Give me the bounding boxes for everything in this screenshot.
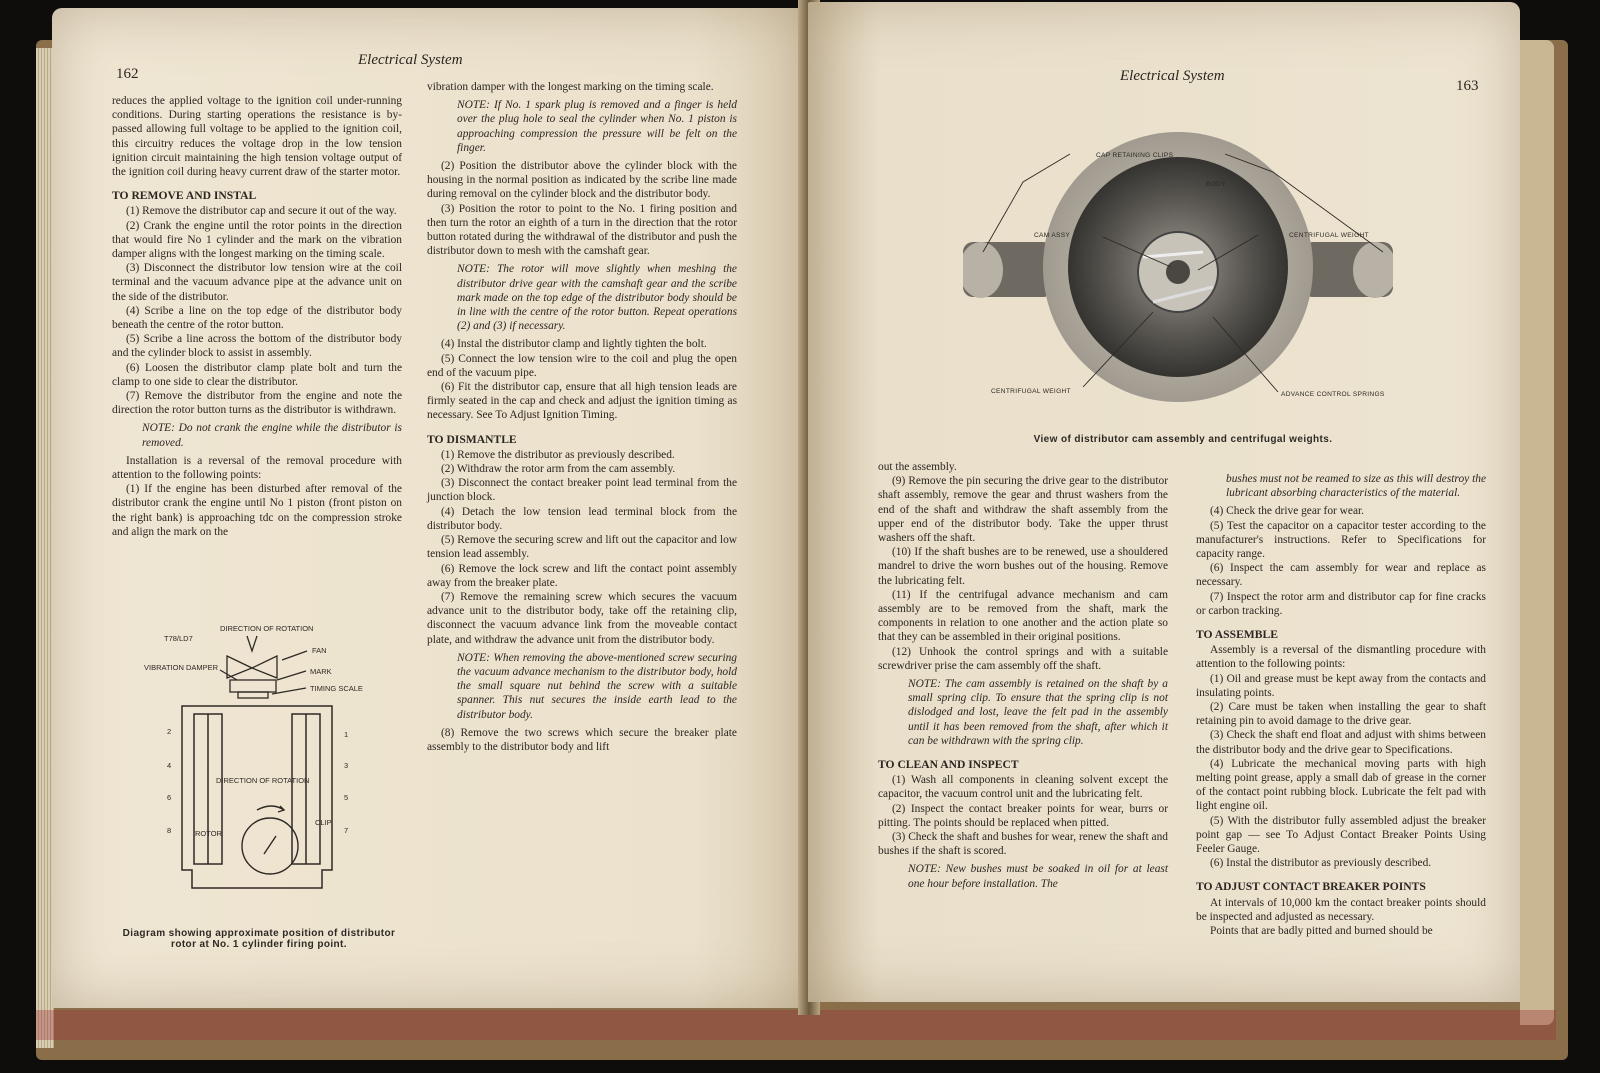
label-fan: FAN	[312, 646, 327, 655]
distributor-cam-photo	[963, 102, 1393, 432]
label-direction-of-rotation: DIRECTION OF ROTATION	[216, 776, 310, 785]
label-centrifugal-weight-left: CENTRIFUGAL WEIGHT	[991, 388, 1071, 395]
step: (8) Remove the two screws which secure the breaker plate assembly to the distributor body and lift	[427, 726, 737, 753]
note: NOTE: When removing the above-mentioned screw securing the vacuum advance mechanism to the distributor body, hold the small square nut behind the screw with a suitable spanner. This nut secures the inside earth lead to the distributor body.	[457, 651, 737, 721]
left-page-column-2	[427, 80, 737, 754]
step: (2) Inspect the contact breaker points for wear, burrs or pitting. The points should be replaced when pitted.	[878, 802, 1168, 829]
paragraph: Assembly is a reversal of the dismantling procedure with attention to the following points:	[1196, 644, 1486, 671]
cylinder-number: 7	[344, 826, 349, 835]
step: (3) Disconnect the distributor low tension wire at the coil terminal and the vacuum advance pipe at the advance unit on the side of the distributor.	[112, 262, 402, 303]
step: (4) Detach the low tension lead terminal block from the distributor body.	[427, 505, 737, 532]
page-edges-right	[1520, 40, 1554, 1025]
step: (6) Fit the distributor cap, ensure that all high tension leads are firmly seated in the cap and check and adjust the ignition timing as necessary. See To Adjust Ignition Timing.	[427, 381, 737, 422]
cam-shaft	[1166, 260, 1190, 284]
label-body: BODY	[1206, 181, 1226, 188]
step: (7) Remove the distributor from the engine and note the direction the rotor button turns as the distributor is withdrawn.	[112, 390, 402, 417]
step: (3) Position the rotor to point to the No. 1 firing position and then turn the rotor an eighth of a turn in the direction that the rotor button rotated during the withdrawal of the distributor and push the distributor down to mesh with the camshaft gear.	[427, 202, 737, 258]
diagram-code: T78/LD7	[164, 634, 193, 643]
note: bushes must not be reamed to size as this will destroy the lubricant absorbing characteristics of the material.	[1226, 473, 1486, 500]
label-direction-of-rotation-top: DIRECTION OF ROTATION	[220, 624, 314, 633]
step: (5) Connect the low tension wire to the coil and plug the open end of the vacuum pipe.	[427, 352, 737, 379]
cylinder-number: 6	[167, 793, 172, 802]
photo-caption: View of distributor cam assembly and centrifugal weights.	[1033, 434, 1333, 445]
step: (1) Oil and grease must be kept away from the contacts and insulating points.	[1196, 672, 1486, 699]
paragraph: Points that are badly pitted and burned should be	[1210, 925, 1433, 938]
step: (9) Remove the pin securing the drive gear to the distributor shaft assembly, remove the gear and thrust washers from the end of the shaft and withdraw the shaft assembly from the upper end of the distributor body. Take the upper thrust washers off the shaft.	[878, 475, 1168, 545]
step: (5) Remove the securing screw and lift out the capacitor and low tension lead assembly.	[427, 534, 737, 561]
paragraph: Installation is a reversal of the removal procedure with attention to the following points:	[112, 454, 402, 482]
cylinder-number: 5	[344, 793, 349, 802]
step: (1) Wash all components in cleaning solvent except the capacitor, the vacuum control unit and the lubricating felt.	[878, 774, 1168, 801]
step: (6) Inspect the cam assembly for wear and replace as necessary.	[1196, 562, 1486, 589]
label-rotor: ROTOR	[195, 829, 222, 838]
section-heading: TO ASSEMBLE	[1196, 628, 1278, 642]
step: (6) Remove the lock screw and lift the contact point assembly away from the breaker plate.	[427, 562, 737, 589]
book-binding-bottom	[36, 1010, 1556, 1040]
step: (2) Care must be taken when installing the gear to shaft retaining pin to avoid damage to the drive gear.	[1196, 701, 1486, 728]
label-mark: MARK	[310, 667, 332, 676]
distributor-rotor-diagram	[112, 618, 412, 928]
step: (1) Remove the distributor cap and secure it out of the way.	[126, 205, 397, 218]
section-heading: TO REMOVE AND INSTAL	[112, 189, 257, 203]
caption-line: Diagram showing approximate position of distributor	[122, 928, 396, 939]
step: (4) Instal the distributor clamp and lightly tighten the bolt.	[441, 338, 707, 351]
engine-block	[182, 706, 332, 888]
page-number: 163	[1456, 78, 1479, 94]
note: NOTE: New bushes must be soaked in oil for at least one hour before installation. The	[908, 863, 1168, 890]
label-cam-assy: CAM ASSY	[1034, 232, 1071, 239]
note: NOTE: The rotor will move slightly when meshing the distributor drive gear with the camshaft gear and the scribe mark made on the top edge of the distributor body should be in line with the centre of the rotor button. Repeat operations (2) and (3) if necessary.	[457, 263, 737, 333]
note: NOTE: The cam assembly is retained on the shaft by a small spring clip. To ensure that the spring clip is not dislodged and lost, leave the felt pad in the assembly until it has been removed from the shaft, after which it can be withdrawn with the spring clip.	[908, 678, 1168, 747]
step: (4) Lubricate the mechanical moving parts with high melting point grease, apply a small dab of grease in the corner of the contact point rubbing block. Lubricate the felt pad with light engine oil.	[1196, 757, 1486, 813]
step: (2) Crank the engine until the rotor points in the direction that would fire No 1 cylinder and the mark on the vibration damper aligns with the longest marking on the timing scale.	[112, 219, 402, 261]
cylinder-number: 4	[167, 761, 172, 770]
section-heading: TO ADJUST CONTACT BREAKER POINTS	[1196, 880, 1426, 894]
right-page-column-1	[878, 460, 1168, 895]
label-advance-control-springs: ADVANCE CONTROL SPRINGS	[1281, 391, 1385, 398]
caption-line: rotor at No. 1 cylinder firing point.	[171, 939, 347, 950]
distributor-icon	[242, 806, 298, 874]
step: (3) Check the shaft end float and adjust with shims between the distributor body and the drive gear to Specifications.	[1196, 729, 1486, 756]
fan-icon	[220, 636, 307, 698]
step: (2) Withdraw the rotor arm from the cam assembly.	[441, 463, 676, 476]
right-page	[808, 2, 1520, 1002]
step: (4) Scribe a line on the top edge of the distributor body beneath the centre of the rotor button.	[112, 304, 402, 332]
cylinder-number: 8	[167, 826, 172, 835]
page-number: 162	[116, 66, 139, 82]
label-centrifugal-weight-right: CENTRIFUGAL WEIGHT	[1289, 232, 1369, 239]
cylinder-number: 1	[344, 730, 349, 739]
section-heading: TO CLEAN AND INSPECT	[878, 758, 1019, 772]
section-heading: TO DISMANTLE	[427, 432, 517, 446]
step: (12) Unhook the control springs and with a suitable screwdriver prise the cam assembly off the shaft.	[878, 645, 1168, 672]
note: NOTE: Do not crank the engine while the distributor is removed.	[142, 422, 402, 449]
left-page	[52, 8, 808, 1008]
step: (11) If the centrifugal advance mechanism and cam assembly are to be removed from the shaft, mark the components in relation to one another and the action plate so that they can be assembled in their original positions.	[878, 588, 1168, 644]
step: (5) With the distributor fully assembled adjust the breaker point gap — see To Adjust Contact Breaker Points Using Feeler Gauge.	[1196, 814, 1486, 856]
step: (3) Disconnect the contact breaker point lead terminal from the junction block.	[427, 477, 737, 504]
step: (1) Remove the distributor as previously described.	[441, 448, 675, 461]
step: (1) If the engine has been disturbed after removal of the distributor crank the engine until No 1 piston (front piston on the right bank) is approaching tdc on the compression stroke and align the mark on the	[112, 483, 402, 538]
step: (7) Inspect the rotor arm and distributor cap for fine cracks or carbon tracking.	[1196, 590, 1486, 617]
paragraph: vibration damper with the longest marking on the timing scale.	[427, 81, 714, 93]
cylinder-number: 3	[344, 761, 349, 770]
running-head: Electrical System	[1120, 68, 1225, 84]
cylinder-numbers-right	[344, 730, 348, 835]
step: (4) Check the drive gear for wear.	[1210, 505, 1365, 518]
step: (10) If the shaft bushes are to be renewed, use a shouldered mandrel to drive the worn bushes out of the housing. Remove the lubricating felt.	[878, 546, 1168, 587]
step: (2) Position the distributor above the cylinder block with the housing in the normal position as indicated by the scribe line made during removal on the cylinder block and the distributor body.	[427, 160, 737, 201]
label-cap-retaining-clips: CAP RETAINING CLIPS	[1096, 152, 1174, 159]
figure-caption	[104, 928, 414, 950]
paragraph: out the assembly.	[878, 461, 957, 473]
cylinder-numbers-left	[167, 727, 171, 835]
paragraph: reduces the applied voltage to the ignition coil under-running conditions. During starting operations the resistance is by-passed allowing full voltage to be applied to the ignition coil, this circuitry reduces the voltage drop in the low tension ignition circuit maintaining the high tension voltage output of the ignition coil during heavy current draw of the starter motor.	[112, 95, 402, 179]
step: (5) Scribe a line across the bottom of the distributor body and the cylinder block to assist in assembly.	[112, 333, 402, 360]
step: (6) Instal the distributor as previously described.	[1210, 857, 1432, 870]
right-page-column-2	[1196, 472, 1486, 938]
cylinder-number: 2	[167, 727, 172, 736]
label-vibration-damper: VIBRATION DAMPER	[144, 663, 219, 672]
step: (6) Loosen the distributor clamp plate bolt and turn the clamp to one side to clear the distributor.	[112, 361, 402, 388]
paragraph: At intervals of 10,000 km the contact breaker points should be inspected and adjusted as necessary.	[1196, 896, 1486, 923]
step: (5) Test the capacitor on a capacitor tester according to the manufacturer's instructions. Refer to Specifications for capacity range.	[1196, 519, 1486, 561]
label-timing-scale: TIMING SCALE	[310, 684, 363, 693]
step: (7) Remove the remaining screw which secures the vacuum advance unit to the distributor body, take off the retaining clip, disconnect the vacuum advance link from the moveable contact plate, and withdraw the advance unit from the distributor body.	[427, 590, 737, 646]
step: (3) Check the shaft and bushes for wear, renew the shaft and bushes if the shaft is scored.	[878, 831, 1168, 858]
label-clip: CLIP	[315, 818, 332, 827]
left-page-column-1	[112, 94, 402, 539]
note: NOTE: If No. 1 spark plug is removed and a finger is held over the plug hole to seal the cylinder when No. 1 piston is approaching compression the pressure will be felt on the finger.	[457, 99, 737, 154]
running-head: Electrical System	[358, 52, 463, 68]
